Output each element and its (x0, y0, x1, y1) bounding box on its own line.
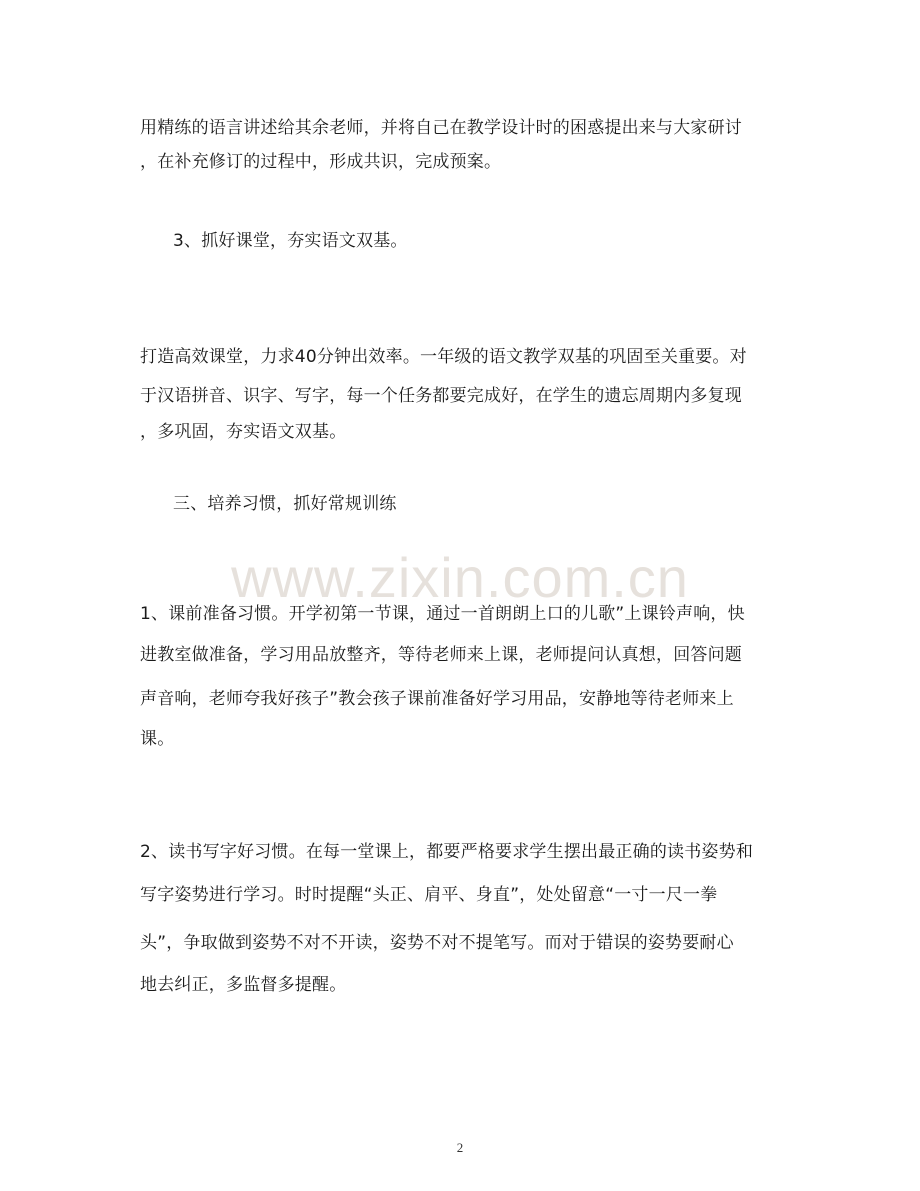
section-heading: 三、培养习惯，抓好常规训练 (173, 494, 397, 514)
paragraph-line: 写字姿势进行学习。时时提醒“头正、肩平、身直”，处处留意“一寸一尺一拳 (140, 885, 718, 905)
paragraph-line: 头”，争取做到姿势不对不开读，姿势不对不提笔写。而对于错误的姿势要耐心 (140, 933, 734, 953)
paragraph-line: 声音响，老师夸我好孩子”教会孩子课前准备好学习用品，安静地等待老师来上 (140, 689, 734, 709)
paragraph-line: ，在补充修订的过程中，形成共识，完成预案。 (140, 152, 502, 172)
page-number: 2 (456, 1140, 464, 1155)
paragraph-line: 地去纠正，多监督多提醒。 (140, 975, 347, 995)
section-heading: 3、抓好课堂，夯实语文双基。 (173, 231, 408, 251)
paragraph-line: 2、读书写字好习惯。在每一堂课上，都要严格要求学生摆出最正确的读书姿势和 (140, 842, 754, 862)
watermark: www.zixin.com.cn (231, 546, 689, 609)
paragraph-line: 打造高效课堂，力求40分钟出效率。一年级的语文教学双基的巩固至关重要。对 (140, 347, 747, 367)
paragraph-line: 1、课前准备习惯。开学初第一节课，通过一首朗朗上口的儿歌”上课铃声响，快 (140, 604, 745, 624)
paragraph-line: 课。 (140, 729, 175, 749)
paragraph-line: 于汉语拼音、识字、写字，每一个任务都要完成好，在学生的遗忘周期内多复现 (140, 386, 742, 406)
paragraph-line: ，多巩固，夯实语文双基。 (140, 422, 347, 442)
paragraph-line: 用精练的语言讲述给其余老师，并将自己在教学设计时的困惑提出来与大家研讨 (140, 118, 742, 138)
paragraph-line: 进教室做准备，学习用品放整齐，等待老师来上课，老师提问认真想，回答问题 (140, 645, 742, 665)
